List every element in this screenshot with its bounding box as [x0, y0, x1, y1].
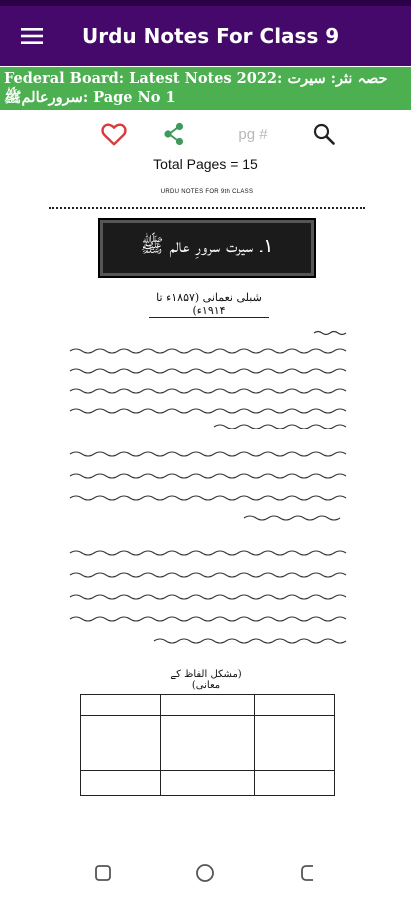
- recents-button[interactable]: [88, 858, 118, 888]
- vocabulary-table: [80, 694, 335, 796]
- share-button[interactable]: [156, 114, 192, 154]
- page-number-input[interactable]: pg #: [238, 125, 268, 143]
- notes-banner: [0, 67, 411, 110]
- favorite-button[interactable]: [96, 114, 132, 154]
- recents-icon: [93, 863, 113, 883]
- banner-line-2: سرورعالمﷺ: Page No 1: [4, 89, 176, 106]
- app-title: Urdu Notes For Class 9: [82, 24, 340, 48]
- page-toolbar: [0, 114, 411, 154]
- system-navigation-bar: [0, 846, 411, 900]
- document-divider: [49, 207, 365, 209]
- app-bar: [0, 6, 411, 66]
- document-header: URDU NOTES FOR 9th CLASS: [160, 189, 254, 195]
- table-caption: (مشکل الفاظ کے معانی): [170, 669, 242, 691]
- table-row: [81, 695, 335, 716]
- search-icon: [313, 123, 335, 145]
- author-line: شبلی نعمانی (۱۸۵۷ء تا ۱۹۱۴ء): [149, 291, 269, 318]
- table-row: [81, 716, 335, 771]
- home-icon: [194, 862, 216, 884]
- hamburger-menu-icon[interactable]: [0, 6, 64, 66]
- chapter-title: ۱۔ سیرت سرورِ عالم ﷺ: [98, 218, 316, 278]
- paragraph-2: [64, 442, 350, 522]
- share-icon: [163, 122, 185, 146]
- total-pages-label: Total Pages = 15: [153, 156, 258, 172]
- banner-line-1: Federal Board: Latest Notes 2022: حصہ نثر: سیرت: [4, 70, 388, 87]
- document-page-image: [49, 187, 365, 797]
- back-button[interactable]: [294, 858, 324, 888]
- search-button[interactable]: [306, 114, 342, 154]
- back-icon: [299, 863, 319, 883]
- table-row: [81, 771, 335, 796]
- paragraph-1: [64, 329, 350, 429]
- paragraph-3: [64, 545, 350, 655]
- home-button[interactable]: [190, 858, 220, 888]
- heart-icon: [101, 122, 127, 146]
